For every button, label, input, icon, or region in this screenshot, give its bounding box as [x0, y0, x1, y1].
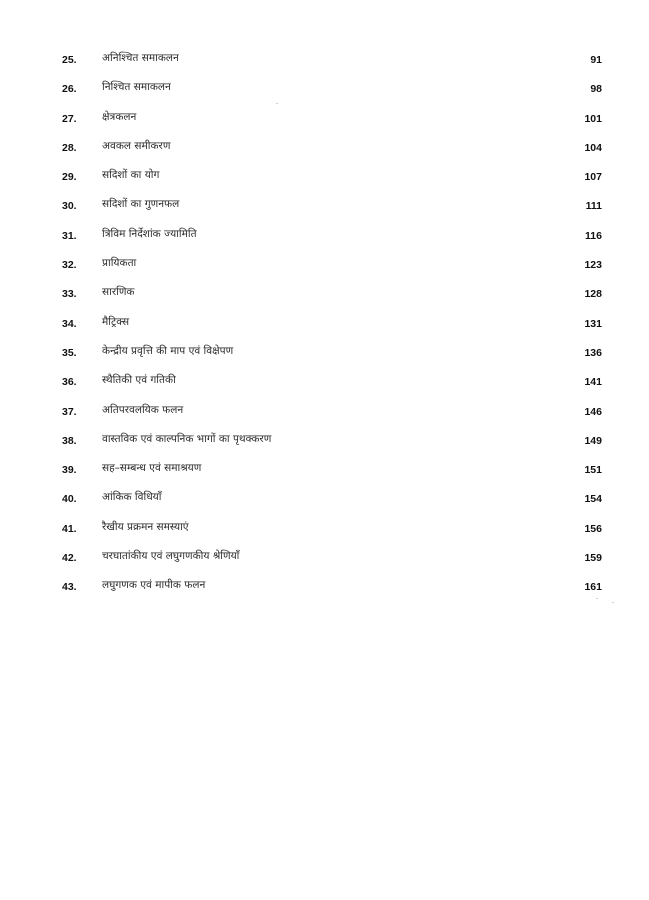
scan-speck [596, 598, 598, 599]
toc-entry-39 [62, 458, 602, 487]
toc-entry-28 [62, 136, 602, 165]
chapter-title: प्रायिकता [102, 257, 137, 270]
chapter-title: अनिश्चित समाकलन [102, 52, 179, 64]
toc-entry-34 [62, 312, 602, 341]
toc-entry-40 [62, 487, 602, 516]
chapter-title: वास्तविक एवं काल्पनिक भागों का पृथक्करण [102, 432, 272, 445]
toc-entry-25 [62, 48, 602, 77]
chapter-number: 39. [62, 464, 77, 477]
toc-entry-31 [62, 224, 602, 253]
chapter-number: 33. [62, 288, 77, 301]
page-number: 146 [584, 405, 602, 418]
chapter-number: 30. [62, 200, 77, 213]
chapter-number: 34. [62, 317, 77, 330]
chapter-title: चरघातांकीय एवं लघुगणकीय श्रेणियाँ [102, 550, 240, 563]
chapter-title: निश्चित समाकलन [102, 81, 171, 94]
chapter-title: सारणिक [102, 286, 135, 299]
toc-entry-30 [62, 194, 602, 223]
chapter-title: त्रिविम निर्देशांक ज्यामिति [102, 227, 197, 240]
chapter-number: 28. [62, 141, 77, 154]
toc-entry-43 [62, 575, 602, 604]
toc-entry-27 [62, 107, 602, 136]
page-number: 98 [590, 83, 602, 96]
toc-entry-33 [62, 282, 602, 311]
chapter-title: सदिशों का गुणनफल [102, 198, 180, 211]
page-number: 128 [584, 288, 602, 301]
chapter-number: 43. [62, 581, 77, 594]
chapter-number: 35. [62, 346, 77, 359]
chapter-title: केन्द्रीय प्रवृत्ति की माप एवं विक्षेपण [102, 344, 234, 357]
chapter-title: सह–सम्बन्ध एवं समाश्रयण [102, 462, 202, 475]
scan-speck [612, 602, 614, 603]
page-number: 116 [585, 229, 602, 242]
chapter-number: 25. [62, 54, 77, 66]
chapter-title: स्थैतिकी एवं गतिकी [102, 374, 176, 387]
page-number: 154 [584, 493, 602, 506]
chapter-number: 37. [62, 405, 77, 418]
chapter-number: 29. [62, 171, 77, 184]
toc-entry-35 [62, 341, 602, 370]
chapter-title: आंकिक विधियाँ [102, 491, 162, 504]
toc-entry-36 [62, 370, 602, 399]
chapter-title: मैट्रिक्स [102, 315, 130, 328]
toc-entry-38 [62, 429, 602, 458]
page-number: 123 [584, 259, 602, 272]
toc-entry-41 [62, 517, 602, 546]
chapter-title: सदिशों का योग [102, 169, 160, 182]
page-number: 136 [584, 346, 602, 359]
toc-entry-42 [62, 546, 602, 575]
chapter-number: 41. [62, 522, 77, 535]
page-number: 107 [584, 171, 602, 184]
chapter-number: 27. [62, 112, 77, 125]
page-number: 131 [584, 317, 602, 330]
page-number: 91 [590, 54, 602, 66]
scan-speck [276, 103, 278, 104]
page-number: 141 [584, 376, 602, 389]
chapter-number: 26. [62, 83, 77, 96]
page-number: 101 [584, 112, 602, 125]
chapter-title: लघुगणक एवं मापीक फलन [102, 579, 206, 592]
toc-entry-26 [62, 77, 602, 106]
page-number: 161 [584, 581, 602, 594]
page-number: 159 [584, 552, 602, 565]
chapter-number: 40. [62, 493, 77, 506]
page-number: 151 [584, 464, 602, 477]
toc-entry-29 [62, 165, 602, 194]
chapter-title: अवकल समीकरण [102, 139, 171, 152]
page-number: 111 [585, 200, 602, 213]
chapter-title: अतिपरवलयिक फलन [102, 403, 184, 416]
chapter-title: रैखीय प्रक्रमन समस्याएं [102, 520, 189, 533]
table-of-contents [62, 48, 602, 605]
toc-entry-37 [62, 400, 602, 429]
chapter-number: 42. [62, 552, 77, 565]
page-number: 149 [584, 434, 602, 447]
chapter-number: 31. [62, 229, 77, 242]
page-number: 156 [584, 522, 602, 535]
toc-entry-32 [62, 253, 602, 282]
chapter-number: 36. [62, 376, 77, 389]
chapter-number: 38. [62, 434, 77, 447]
chapter-number: 32. [62, 259, 77, 272]
chapter-title: क्षेत्रकलन [102, 110, 137, 123]
page-number: 104 [584, 141, 602, 154]
